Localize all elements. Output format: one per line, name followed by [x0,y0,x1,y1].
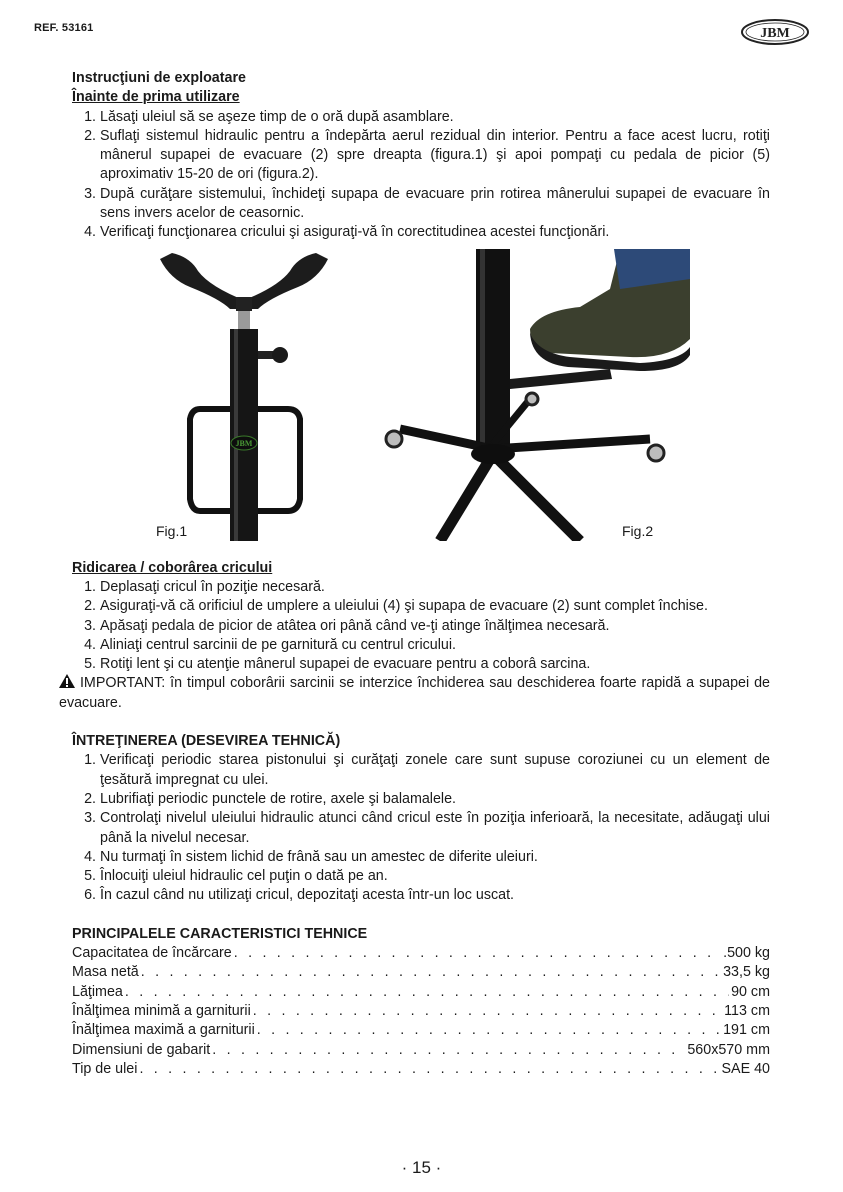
page-number: · 15 · [401,1158,442,1177]
list-item: 5. Rotiţi lent şi cu atenţie mânerul supapei de evacuare pentru a coborâ sarcina. [100,655,770,674]
figure-2 [380,249,690,541]
specs-table [72,944,770,1079]
list-item: 1. Deplasaţi cricul în poziţie necesară. [100,578,770,597]
figures-area [72,249,770,545]
spec-value: 560x570 mm [687,1041,770,1058]
figure-logo-text: JBM [235,438,253,448]
spec-row [72,983,770,1002]
spec-row [72,1041,770,1060]
spec-label: Masa netă [72,964,139,981]
list-item: 4. Aliniaţi centrul sarcinii de pe garnitură cu centrul cricului. [100,636,770,655]
list-item: 3. Apăsaţi pedala de picior de atâtea ori până când ve-ţi atinge înălţimea necesară. [100,617,770,636]
list-item: 4. Nu turmaţi în sistem lichid de frână sau un amestec de diferite uleiuri. [100,848,770,867]
spec-value: .500 kg [723,945,770,962]
list-item: 3. Controlaţi nivelul uleiului hidraulic atunci când cricul este în poziţia inferioară, la necesitate, adăugaţi ului până la nivelul necesar. [100,809,770,848]
section-subtitle-first-use: Înainte de prima utilizare [72,89,240,106]
warning-text: IMPORTANT: în timpul coborârii sarcinii se interzice închiderea sau deschiderea foarte rapidă a supapei de evacuare. [59,675,770,711]
lifting-list [72,578,770,674]
spec-label: Înălţimea minimă a garniturii [72,1002,251,1019]
spec-label: Capacitatea de încărcare [72,945,232,962]
figure-1 [150,249,390,541]
spec-value: SAE 40 [721,1060,770,1077]
logo-text: JBM [760,26,790,41]
jbm-logo [740,18,810,46]
jack-pedal-illustration [380,249,690,541]
document-body [59,69,770,1079]
spec-row [72,1060,770,1079]
spec-value: 113 cm [724,1002,770,1019]
figure-1-label: Fig.1 [156,522,188,539]
spec-row [72,944,770,963]
spec-value: 33,5 kg [723,964,770,981]
spec-value: 191 cm [723,1022,770,1039]
section-title-specs: PRINCIPALELE CARACTERISTICI TEHNICE [72,925,368,942]
spec-label: Dimensiuni de gabarit [72,1041,211,1058]
spec-label: Lăţimea [72,983,123,1000]
list-item: 1. Verificaţi periodic starea pistonului şi curăţaţi zonele care sunt supuse coroziunei cu un element de ţesătură impregnat cu ulei. [100,751,770,790]
spec-value: 90 cm [731,983,770,1000]
list-item: 4. Verificaţi funcţionarea cricului şi asiguraţi-vă în corectitudinea acestei funcţionări. [100,223,770,242]
spec-label: Înălţimea maximă a garniturii [72,1022,255,1039]
list-item: 6. În cazul când nu utilizaţi cricul, depozitaţi acesta într-un loc uscat. [100,886,770,905]
spec-row [72,963,770,982]
list-item: 2. Asiguraţi-vă că orificiul de umplere a uleiului (4) şi supapa de evacuare (2) sunt complet închise. [100,597,770,616]
list-item: 2. Lubrifiaţi periodic punctele de rotire, axele şi balamalele. [100,790,770,809]
figure-2-label: Fig.2 [622,522,654,539]
spec-row [72,1021,770,1040]
list-item: 3. După curăţare sistemului, închideţi supapa de evacuare prin rotirea mânerului supapei de evacuare în sens invers acelor de ceasornic. [100,185,770,224]
jack-saddle-illustration [150,249,390,541]
spec-label: Tip de ulei [72,1060,138,1077]
spec-row [72,1002,770,1021]
maintenance-list [72,751,770,905]
section-title-maintenance: ÎNTREŢINEREA (DESEVIREA TEHNICĂ) [72,733,341,750]
reference-code: REF. 53161 [34,22,94,34]
first-use-list [72,108,770,243]
list-item: 1. Lăsaţi uleiul să se aşeze timp de o oră după asamblare. [100,108,770,127]
section-title-lifting: Ridicarea / coborârea cricului [72,559,273,576]
list-item: 2. Suflaţi sistemul hidraulic pentru a îndepărta aerul rezidual din interior. Pentru a face acest lucru, rotiţi mânerul supapei de evacuare (2) spre dreapta (figura.1) şi apoi pompaţi cu pedala de picior (5) aproximativ 15-20 de ori (figura.2). [100,127,770,185]
list-item: 5. Înlocuiţi uleiul hidraulic cel puţin o dată pe an. [100,867,770,886]
warning-note [59,674,770,713]
warning-icon [59,674,75,688]
section-title-instructions: Instrucţiuni de exploatare [72,70,246,86]
